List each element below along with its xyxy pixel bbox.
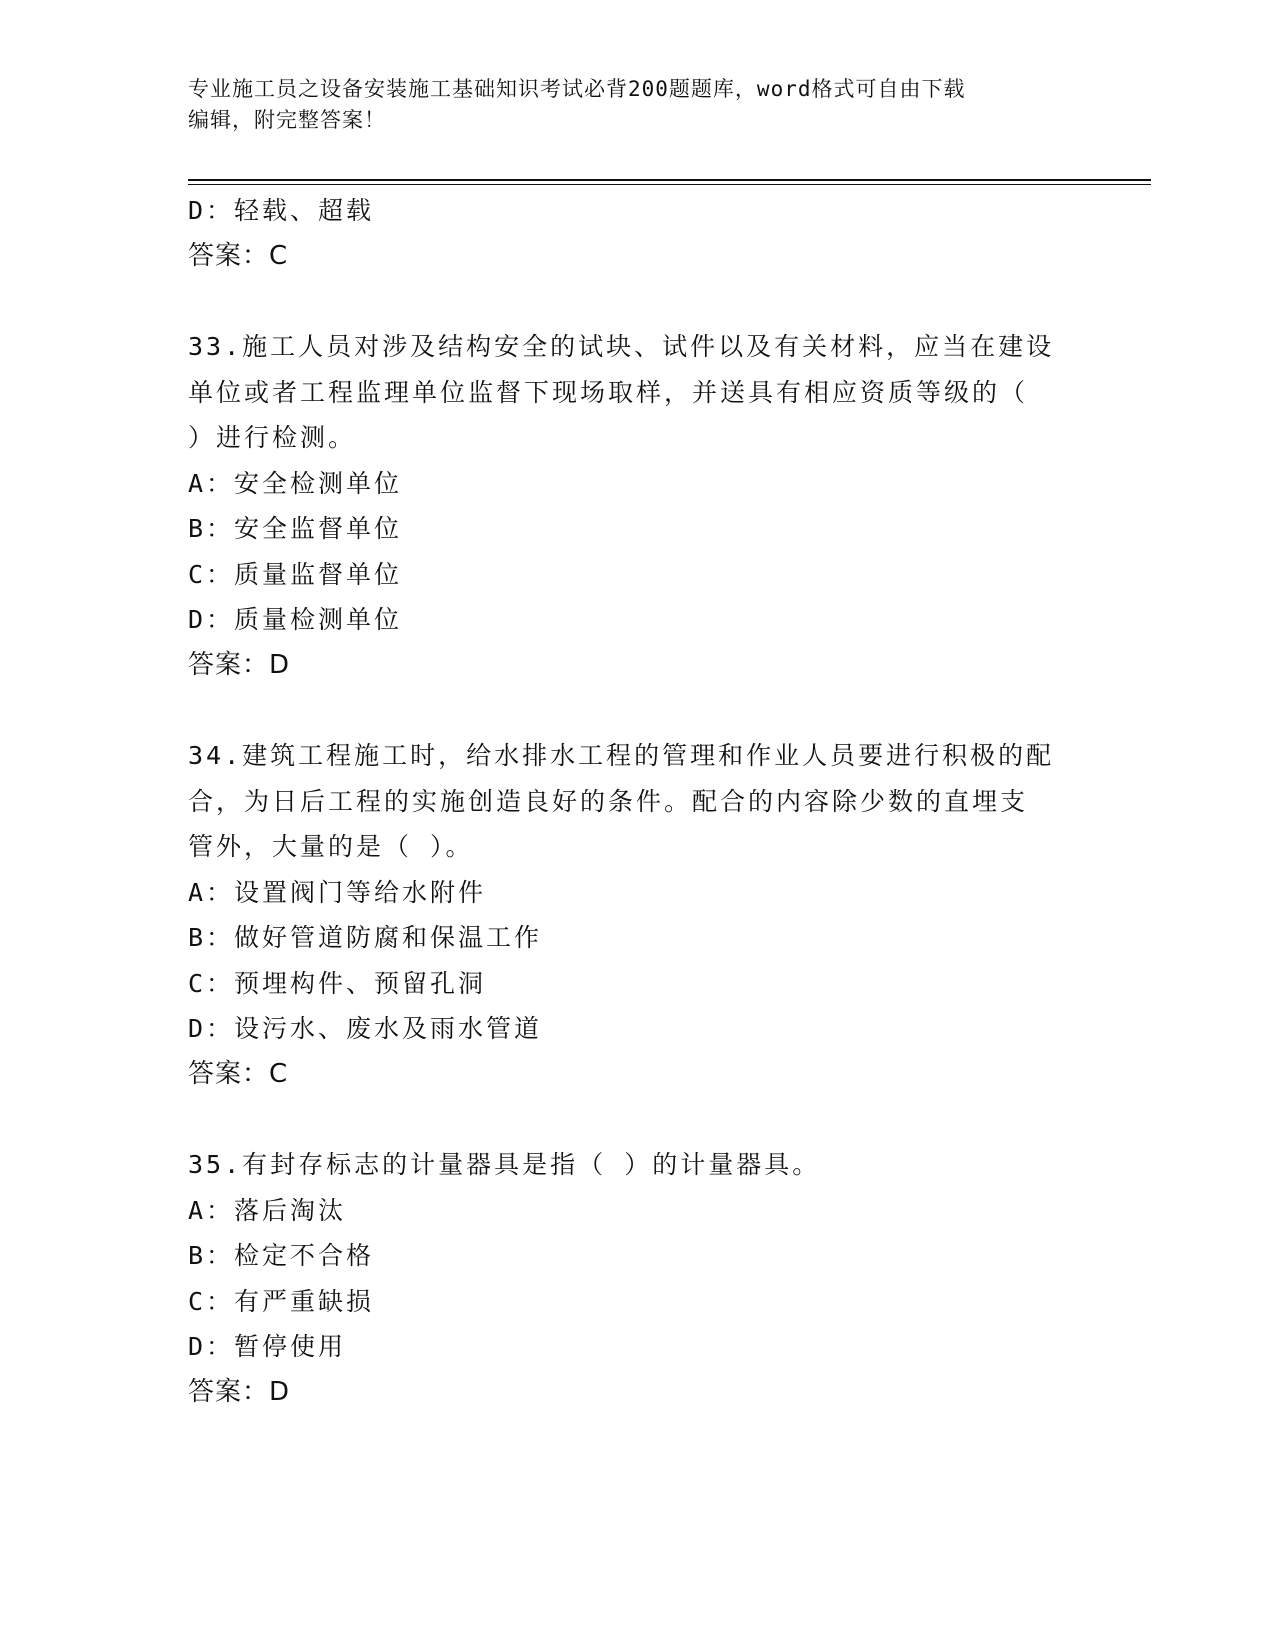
question-text-line: 35.有封存标志的计量器具是指（ ）的计量器具。 bbox=[188, 1150, 821, 1179]
question-text bbox=[188, 733, 1088, 870]
answer-line: 答案：D bbox=[188, 649, 291, 680]
option-a: A：落后淘汰 bbox=[188, 1195, 347, 1225]
option-b: B：安全监督单位 bbox=[188, 514, 403, 543]
question-33 bbox=[188, 324, 1088, 688]
document-header bbox=[188, 74, 1088, 136]
answer-line: 答案：D bbox=[188, 1376, 291, 1407]
option-a: A：安全检测单位 bbox=[188, 468, 403, 498]
spacer bbox=[188, 279, 1088, 324]
option-d: D：质量检测单位 bbox=[188, 605, 403, 634]
option-b: B：做好管道防腐和保温工作 bbox=[188, 923, 543, 952]
question-text bbox=[188, 1142, 1088, 1188]
option-c: C：质量监督单位 bbox=[188, 559, 403, 589]
header-divider-thick bbox=[188, 179, 1151, 181]
header-divider-thin bbox=[188, 184, 1151, 185]
header-title-line-2: 编辑，附完整答案！ bbox=[188, 108, 386, 132]
question-text-line: ）进行检测。 bbox=[188, 423, 357, 452]
question-text-line: 管外，大量的是（ ）。 bbox=[188, 832, 474, 861]
option-d: D：暂停使用 bbox=[188, 1332, 347, 1361]
question-text-line: 34.建筑工程施工时，给水排水工程的管理和作业人员要进行积极的配 bbox=[188, 741, 1055, 770]
answer-line: 答案：C bbox=[188, 1058, 289, 1089]
question-text bbox=[188, 324, 1088, 461]
spacer bbox=[188, 688, 1088, 733]
question-text-line: 33.施工人员对涉及结构安全的试块、试件以及有关材料，应当在建设 bbox=[188, 332, 1055, 361]
option-a: A：设置阀门等给水附件 bbox=[188, 877, 487, 907]
question-text-line: 合，为日后工程的实施创造良好的条件。配合的内容除少数的直埋支 bbox=[188, 786, 1029, 816]
option-d: D：设污水、废水及雨水管道 bbox=[188, 1014, 543, 1043]
option-d: D：轻载、超载 bbox=[188, 196, 375, 225]
answer-line: 答案：C bbox=[188, 240, 289, 271]
option-c: C：有严重缺损 bbox=[188, 1286, 375, 1316]
prev-question bbox=[188, 188, 1088, 279]
header-title-line-1: 专业施工员之设备安装施工基础知识考试必背200题题库，word格式可自由下载 bbox=[188, 77, 966, 101]
question-text-line: 单位或者工程监理单位监督下现场取样，并送具有相应资质等级的（ bbox=[188, 377, 1029, 407]
question-34 bbox=[188, 733, 1088, 1097]
option-c: C：预埋构件、预留孔洞 bbox=[188, 968, 487, 998]
document-body bbox=[188, 188, 1088, 1415]
option-b: B：检定不合格 bbox=[188, 1241, 375, 1270]
spacer bbox=[188, 1097, 1088, 1142]
question-35 bbox=[188, 1142, 1088, 1415]
